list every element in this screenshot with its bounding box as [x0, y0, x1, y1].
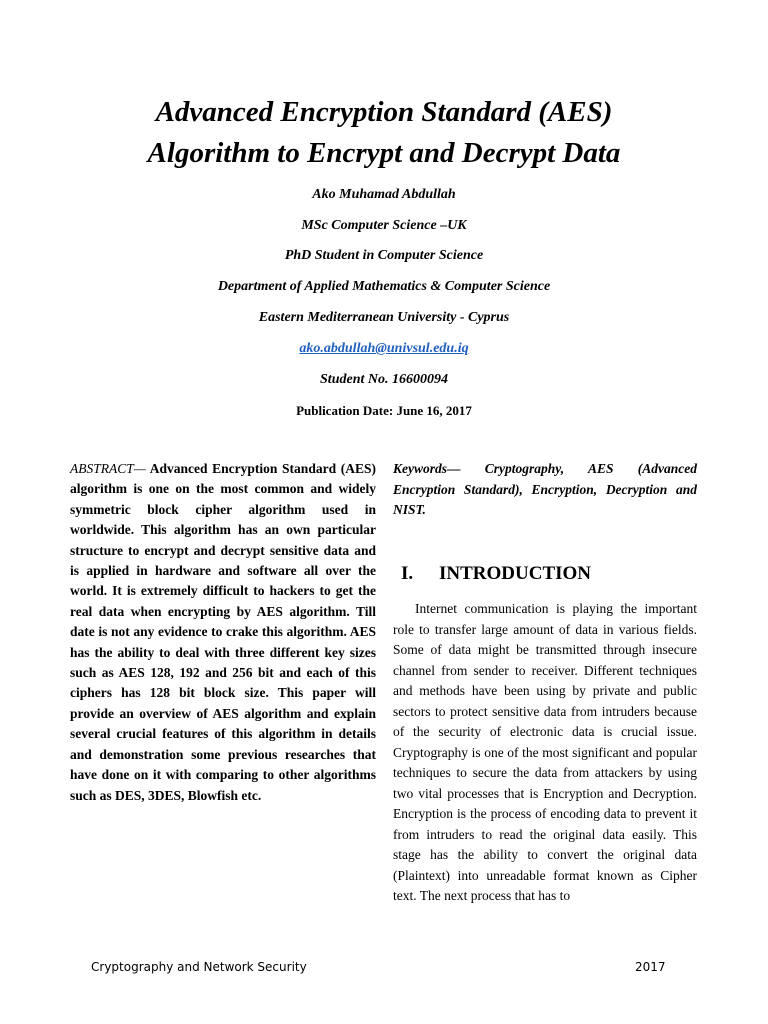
- author-degree: MSc Computer Science –UK: [301, 218, 467, 233]
- section-title: INTRODUCTION: [439, 563, 592, 584]
- author-status: PhD Student in Computer Science: [284, 248, 484, 263]
- title-line-2: Algorithm to Encrypt and Decrypt Data: [147, 137, 621, 169]
- author-department: Department of Applied Mathematics & Computer Science: [217, 279, 551, 294]
- abstract-lead: ABSTRACT—: [70, 461, 146, 476]
- keywords: Keywords— Cryptography, AES (Advanced Encryption Standard), Encryption, Decryption and NIST.: [393, 461, 697, 518]
- title-line-1: Advanced Encryption Standard (AES): [155, 96, 613, 128]
- author-name: Ako Muhamad Abdullah: [312, 187, 456, 202]
- paper-title: [60, 92, 708, 174]
- section-number: I.: [401, 563, 414, 584]
- section-heading: [401, 562, 697, 586]
- footer-journal: Cryptography and Network Security: [91, 960, 307, 974]
- author-email-line: [60, 340, 708, 358]
- abstract: [70, 459, 376, 806]
- abstract-text: Advanced Encryption Standard (AES) algorithm is one on the most common and widely symmetric block cipher algorithm used in worldwide. This algorithm has an own particular structure to encrypt and decrypt sensitive data and is applied in hardware and software all over the world. It is extremely difficult to hackers to get the real data when encrypting by AES algorithm. Till date is not any evidence to crake this algorithm. AES has the ability to deal with three different key sizes such as AES 128, 192 and 256 bit and each of this ciphers has 128 bit block size. This paper will provide an overview of AES algorithm and explain several crucial features of this algorithm in details and demonstration some previous researches that have done on it with comparing to other algorithms such as DES, 3DES, Blowfish etc.: [70, 461, 376, 803]
- student-number: Student No. 16600094: [320, 372, 448, 387]
- author-university: Eastern Mediterranean University - Cyprus: [258, 310, 510, 325]
- publication-date: Publication Date: June 16, 2017: [296, 403, 472, 418]
- footer-year: 2017: [635, 960, 666, 974]
- introduction-text: Internet communication is playing the important role to transfer large amount of data in various fields. Some of data might be transmitted through insecure channel from sender to receiver. Different techniques and methods have been using by private and public sectors to protect sensitive data from intruders because of the security of electronic data is crucial issue. Cryptography is one of the most significant and popular techniques to secure the data from attackers by using two vital processes that is Encryption and Decryption. Encryption is the process of encoding data to prevent it from intruders to read the original data easily. This stage has the ability to convert the original data (Plaintext) into unreadable format known as Cipher text. The next process that has to: [393, 601, 697, 903]
- author-email-link[interactable]: ako.abdullah@univsul.edu.iq: [299, 341, 469, 356]
